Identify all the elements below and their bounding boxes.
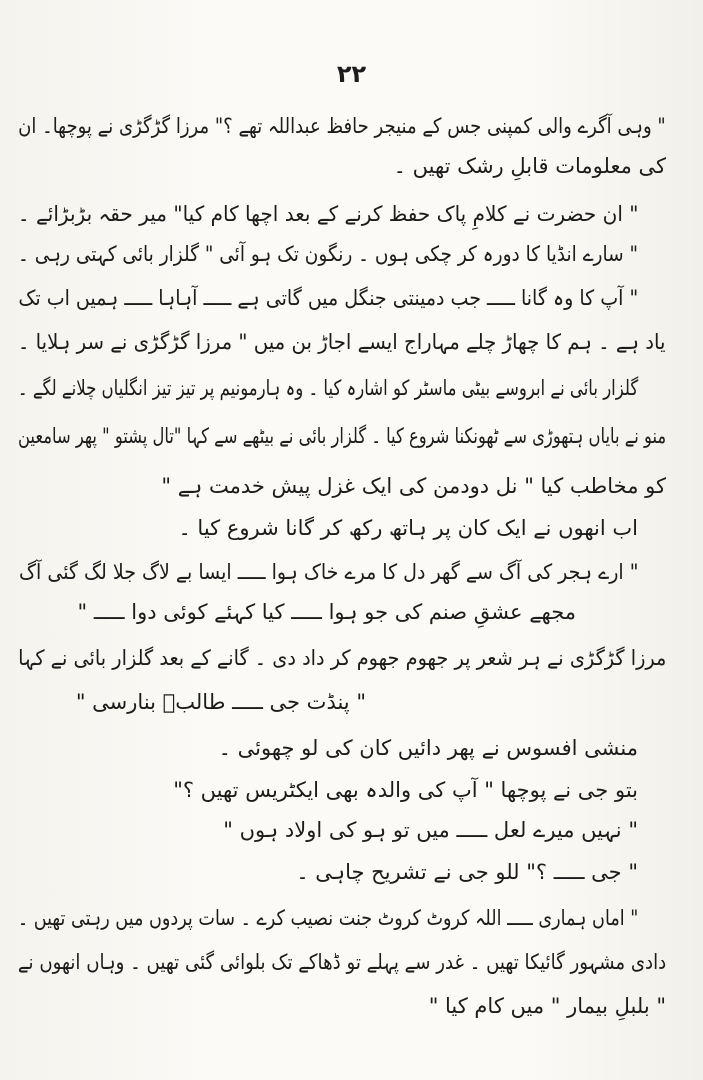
text-line: بتو جی نے پوچھا " آپ کی والدہ بھی ایکٹریس تھیں ؟" bbox=[173, 778, 638, 802]
text-line: دادی مشہور گائیکا تھیں ۔ غدر سے پہلے تو ڈھاکے تک بلوائی گئی تھیں ۔ وہاں انھوں نے bbox=[17, 950, 666, 974]
text-line: " پنڈت جی ـــــ طالبؔ بنارسی " bbox=[75, 690, 366, 714]
text-line: " وہی آگرے والی کمپنی جس کے منیجر حافظ عبداللہ تھے ؟" مرزا گڑگڑی نے پوچھا۔ ان bbox=[18, 114, 666, 138]
text-line: کی معلومات قابلِ رشک تھیں ۔ bbox=[393, 154, 666, 178]
text-line: گلزار بائی نے ابروسے بیٹی ماسٹر کو اشارہ کیا ۔ وہ ہارمونیم پر تیز تیز انگلیاں چلانے لگے ۔ bbox=[17, 376, 638, 400]
text-line: اب انھوں نے ایک کان پر ہاتھ رکھ کر گانا شروع کیا ۔ bbox=[178, 516, 638, 540]
text-line: " آپ کا وہ گانا ـــــ جب دمینتی جنگل میں گاتی ہے ـــــ آہاہا ـــــ ہمیں اب تک bbox=[18, 286, 638, 310]
text-line: " سارے انڈیا کا دورہ کر چکی ہوں ۔ رنگون تک ہو آئی " گلزار بائی کہتی رہی ۔ bbox=[17, 242, 638, 266]
text-line: " بلبلِ بیمار " میں کام کیا " bbox=[428, 994, 666, 1018]
text-line: مرزا گڑگڑی نے ہر شعر پر جھوم جھوم کر داد دی ۔ گانے کے بعد گلزار بائی نے کہا bbox=[17, 646, 666, 670]
text-line: " جی ـــــ ؟" للو جی نے تشریح چاہی ۔ bbox=[296, 860, 638, 884]
text-line: " اماں ہماری ـــــ اللہ کروٹ کروٹ جنت نصیب کرے ۔ سات پردوں میں رہتی تھیں ۔ bbox=[17, 906, 638, 930]
text-line: کو مخاطب کیا " نل دودمن کی ایک غزل پیش خدمت ہے " bbox=[161, 474, 666, 498]
text-line: " ارے ہجر کی آگ سے گھر دل کا مرے خاک ہوا ـــــ ایسا بے لاگ جلا لگ گئی آگ bbox=[18, 560, 638, 584]
text-line: " نہیں میرے لعل ـــــ میں تو ہو کی اولاد ہوں " bbox=[223, 818, 638, 842]
text-line: منو نے بایاں ہتھوڑی سے ٹھونکنا شروع کیا ۔ گلزار بائی نے بیٹھے سے کہا "تال پشتو " پھر سامعین bbox=[17, 424, 666, 448]
text-line: یاد ہے ۔ ہم کا چھاڑ چلے مہاراج ایسے اجاڑ بن میں " مرزا گڑگڑی نے سر ہلایا ۔ bbox=[18, 330, 666, 354]
text-line: مجھے عشقِ صنم کی جو ہوا ـــــ کیا کہئے کوئی دوا ـــــ " bbox=[77, 600, 576, 624]
text-line: " ان حضرت نے کلامِ پاک حفظ کرنے کے بعد اچھا کام کیا" میر حقہ بڑبڑائے ۔ bbox=[17, 202, 638, 226]
text-line: منشی افسوس نے پھر دائیں کان کی لو چھوئی ۔ bbox=[218, 736, 638, 760]
page-number: ۲۲ bbox=[336, 60, 367, 88]
